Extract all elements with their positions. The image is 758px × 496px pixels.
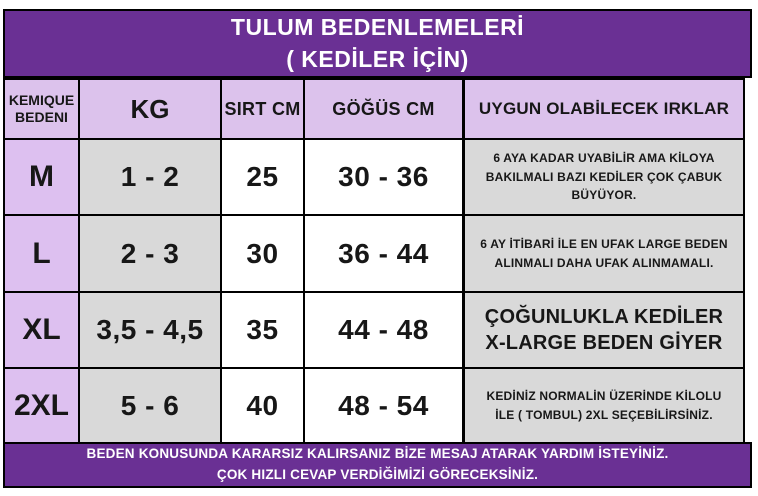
size-table: [3, 78, 745, 444]
kg-cell-2xl: 5 - 6: [80, 369, 222, 442]
size-cell-m: M: [5, 140, 80, 216]
gogus-cm-cell-xl: 44 - 48: [305, 293, 465, 369]
sirt-cm-cell-m: 25: [222, 140, 305, 216]
page-title-line1: TULUM BEDENLEMELERİ: [230, 14, 525, 41]
kg-cell-m: 1 - 2: [80, 140, 222, 216]
column-header-kemique-bedeni: KEMIQUE BEDENI: [5, 80, 80, 140]
size-cell-l: L: [5, 216, 80, 293]
note-cell-m: 6 AYA KADAR UYABİLİR AMA KİLOYA BAKILMALI BAZI KEDİLER ÇOK ÇABUK BÜYÜYOR.: [465, 140, 743, 216]
column-header-irklar: UYGUN OLABİLECEK IRKLAR: [465, 80, 743, 140]
note-cell-2xl: KEDİNİZ NORMALİN ÜZERİNDE KİLOLU İLE ( TOMBUL) 2XL SEÇEBİLİRSİNİZ.: [465, 369, 743, 442]
title-bar: [3, 9, 752, 78]
kg-cell-xl: 3,5 - 4,5: [80, 293, 222, 369]
size-cell-xl: XL: [5, 293, 80, 369]
page-title-line2: ( KEDİLER İÇİN): [286, 45, 469, 72]
sirt-cm-cell-l: 30: [222, 216, 305, 293]
footer-bar: [3, 442, 752, 488]
gogus-cm-cell-l: 36 - 44: [305, 216, 465, 293]
column-header-kg: KG: [80, 80, 222, 140]
size-chart-sheet: [3, 9, 752, 488]
kg-cell-l: 2 - 3: [80, 216, 222, 293]
gogus-cm-cell-m: 30 - 36: [305, 140, 465, 216]
column-header-sirt-cm: SIRT CM: [222, 80, 305, 140]
size-cell-2xl: 2XL: [5, 369, 80, 442]
sirt-cm-cell-xl: 35: [222, 293, 305, 369]
sirt-cm-cell-2xl: 40: [222, 369, 305, 442]
footer-line2: ÇOK HIZLI CEVAP VERDİĞİMİZİ GÖRECEKSİNİZ.: [216, 467, 539, 482]
gogus-cm-cell-2xl: 48 - 54: [305, 369, 465, 442]
note-cell-xl: ÇOĞUNLUKLA KEDİLER X-LARGE BEDEN GİYER: [465, 293, 743, 369]
note-cell-l: 6 AY İTİBARİ İLE EN UFAK LARGE BEDEN ALINMALI DAHA UFAK ALINMAMALI.: [465, 216, 743, 293]
footer-line1: BEDEN KONUSUNDA KARARSIZ KALIRSANIZ BİZE MESAJ ATARAK YARDIM İSTEYİNİZ.: [86, 446, 669, 462]
column-header-gogus-cm: GÖĞÜS CM: [305, 80, 465, 140]
